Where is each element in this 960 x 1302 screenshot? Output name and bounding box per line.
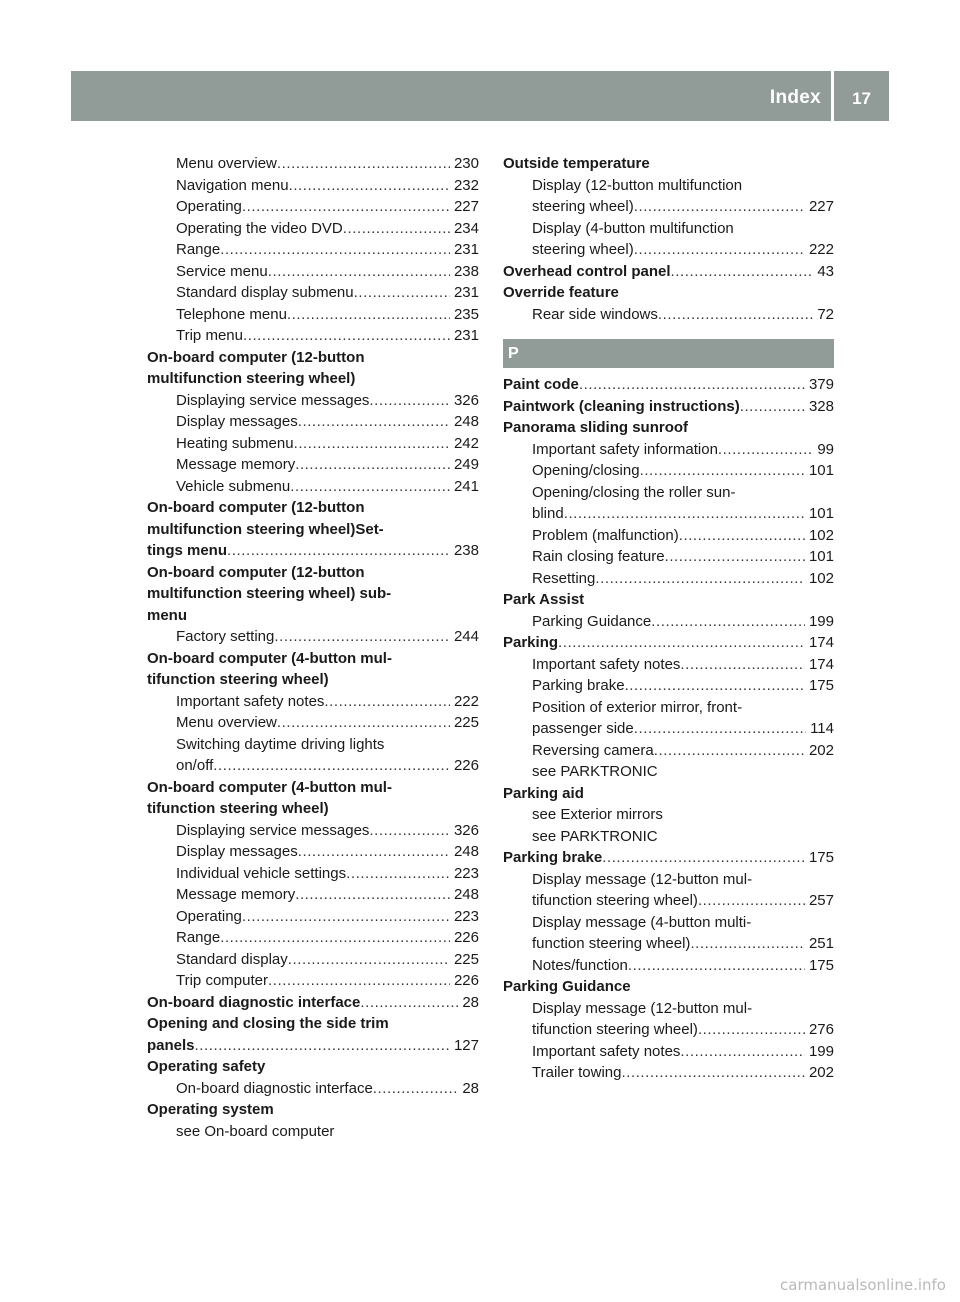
dot-leader <box>634 239 805 261</box>
entry-text: On-board computer (12-button <box>147 348 365 366</box>
index-subentry <box>147 218 479 240</box>
entry-text: Parking Guidance <box>532 612 652 630</box>
entry-text: tifunction steering wheel) <box>147 671 329 688</box>
entry-text: Overhead control panel <box>503 262 671 280</box>
index-subentry <box>503 912 834 934</box>
index-subentry <box>147 325 479 347</box>
entry-text: Parking brake <box>503 849 603 866</box>
index-entry <box>503 589 834 611</box>
page-reference: 222 <box>453 692 479 710</box>
entry-text: Heating submenu <box>176 434 294 452</box>
dot-leader <box>220 239 450 261</box>
section-letter-bar: P <box>503 339 834 368</box>
entry-text: Displaying service messages <box>176 821 370 839</box>
dot-leader <box>346 863 450 885</box>
dot-leader <box>658 304 813 326</box>
entry-text: Trailer towing <box>532 1064 622 1081</box>
page-reference: 248 <box>453 886 479 903</box>
index-subentry <box>503 675 834 697</box>
entry-text: On-board computer (4-button mul- <box>147 778 392 796</box>
dot-leader <box>324 691 450 713</box>
page-reference: 174 <box>808 634 834 651</box>
dot-leader <box>354 282 450 304</box>
dot-leader <box>679 525 805 547</box>
index-entry <box>147 368 479 390</box>
dot-leader <box>602 847 805 869</box>
index-subentry <box>147 261 479 283</box>
dot-leader <box>718 439 813 461</box>
entry-text: Display message (4-button multi- <box>532 913 752 931</box>
index-entry <box>503 153 834 175</box>
page-reference: 379 <box>808 376 834 393</box>
entry-text: Service menu <box>176 262 268 280</box>
entry-text: see Exterior mirrors <box>532 806 663 823</box>
index-subentry <box>147 949 479 971</box>
index-entry <box>147 497 479 519</box>
index-subentry <box>503 439 834 461</box>
page-reference: 101 <box>808 548 834 565</box>
page-reference: 202 <box>808 741 834 759</box>
index-entry <box>147 669 479 691</box>
page-reference: 199 <box>808 1042 834 1060</box>
index-subentry <box>503 546 834 568</box>
entry-text: blind <box>532 505 564 522</box>
entry-text: On-board diagnostic interface <box>147 993 361 1011</box>
index-subentry <box>147 820 479 842</box>
dot-leader <box>277 153 450 175</box>
entry-text: Display messages <box>176 413 298 430</box>
dot-leader <box>698 1019 805 1041</box>
entry-text: see On-board computer <box>176 1122 335 1140</box>
index-entry <box>147 1099 479 1121</box>
entry-text: Message memory <box>176 886 296 903</box>
index-subentry <box>147 884 479 906</box>
index-column-right <box>503 153 834 1084</box>
entry-text: Parking Guidance <box>503 978 631 995</box>
page-reference: 241 <box>453 477 479 495</box>
dot-leader <box>654 740 805 762</box>
index-subentry <box>503 1019 834 1041</box>
page-reference: 223 <box>453 907 479 925</box>
dot-leader <box>698 890 805 912</box>
index-entry <box>147 605 479 627</box>
index-subentry <box>147 433 479 455</box>
entry-text: Switching daytime driving lights <box>176 735 385 753</box>
page-reference: 175 <box>808 849 834 866</box>
entry-text: see PARKTRONIC <box>532 763 658 780</box>
page-reference: 328 <box>808 397 834 415</box>
dot-leader <box>227 540 450 562</box>
entry-text: On-board computer (4-button mul- <box>147 649 392 667</box>
entry-text: Menu overview <box>176 714 277 731</box>
entry-text: tings menu <box>147 542 228 559</box>
page-reference: 249 <box>453 456 479 473</box>
dot-leader <box>343 218 450 240</box>
index-subentry <box>503 568 834 590</box>
page-reference: 231 <box>453 327 479 344</box>
index-subentry <box>147 282 479 304</box>
index-entry <box>147 1056 479 1078</box>
entry-text: Display (4-button multifunction <box>532 219 734 237</box>
dot-leader <box>243 325 450 347</box>
page-reference: 226 <box>453 972 479 989</box>
entry-text: Navigation menu <box>176 176 289 194</box>
index-subentry <box>147 454 479 476</box>
dot-leader <box>287 304 450 326</box>
page-reference: 232 <box>453 176 479 194</box>
index-subentry <box>147 927 479 949</box>
entry-text: tifunction steering wheel) <box>532 892 698 909</box>
dot-leader <box>220 927 450 949</box>
header-divider <box>831 71 834 121</box>
index-entry <box>503 374 834 396</box>
dot-leader <box>680 654 805 676</box>
dot-leader <box>369 390 450 412</box>
page-reference: 235 <box>453 305 479 323</box>
entry-text: On-board computer (12-button <box>147 563 365 581</box>
entry-text: Standard display <box>176 950 288 968</box>
entry-text: Parking brake <box>532 677 625 694</box>
index-subentry <box>147 626 479 648</box>
entry-text: steering wheel) <box>532 241 634 258</box>
dot-leader <box>288 949 450 971</box>
index-subentry <box>147 476 479 498</box>
dot-leader <box>360 992 458 1014</box>
dot-leader <box>564 503 805 525</box>
index-entry <box>147 347 479 369</box>
dot-leader <box>640 460 805 482</box>
index-entry <box>503 396 834 418</box>
watermark: carmanualsonline.info <box>780 1276 946 1294</box>
dot-leader <box>671 261 814 283</box>
page-reference: 231 <box>453 241 479 258</box>
index-subentry <box>503 1041 834 1063</box>
entry-text: Important safety notes <box>532 1042 681 1060</box>
index-column-left <box>147 153 479 1142</box>
entry-text: panels <box>147 1036 195 1054</box>
dot-leader <box>195 1035 450 1057</box>
page-reference: 227 <box>808 198 834 215</box>
dot-leader <box>298 411 450 433</box>
entry-text: Trip menu <box>176 327 243 344</box>
page-reference: 222 <box>808 241 834 258</box>
entry-text: menu <box>147 606 188 624</box>
dot-leader <box>274 626 450 648</box>
entry-text: Parking aid <box>503 784 584 802</box>
index-entry <box>503 417 834 439</box>
entry-text: Displaying service messages <box>176 391 370 409</box>
index-subentry <box>147 153 479 175</box>
entry-text: Operating system <box>147 1101 274 1118</box>
index-subentry <box>503 869 834 891</box>
page-reference: 174 <box>808 655 834 673</box>
dot-leader <box>268 970 450 992</box>
dot-leader <box>634 196 805 218</box>
index-subentry <box>503 503 834 525</box>
page-reference: 175 <box>808 956 834 974</box>
page-reference: 230 <box>453 155 479 172</box>
dot-leader <box>558 632 805 654</box>
index-entry <box>147 583 479 605</box>
entry-text: Operating safety <box>147 1058 266 1075</box>
entry-text: on/off <box>176 757 214 774</box>
entry-text: Display (12-button multifunction <box>532 176 743 194</box>
index-entry <box>147 519 479 541</box>
index-entry <box>147 540 479 562</box>
dot-leader <box>621 1062 804 1084</box>
index-subentry <box>147 1121 479 1143</box>
index-subentry <box>147 390 479 412</box>
dot-leader <box>268 261 450 283</box>
index-subentry <box>503 218 834 240</box>
index-subentry <box>147 239 479 261</box>
page-reference: 101 <box>808 462 834 479</box>
dot-leader <box>634 718 806 740</box>
index-entry <box>147 992 479 1014</box>
index-subentry <box>503 611 834 633</box>
index-entry <box>503 632 834 654</box>
index-subentry <box>147 734 479 756</box>
page-reference: 242 <box>453 434 479 452</box>
dot-leader <box>680 1041 805 1063</box>
entry-text: Individual vehicle settings <box>176 864 347 882</box>
index-subentry <box>503 826 834 848</box>
page-reference: 28 <box>462 1079 479 1097</box>
entry-text: Opening/closing <box>532 462 640 479</box>
index-subentry <box>503 525 834 547</box>
entry-text: multifunction steering wheel) <box>147 370 356 387</box>
dot-leader <box>579 374 805 396</box>
index-subentry <box>503 654 834 676</box>
index-subentry <box>147 755 479 777</box>
index-subentry <box>147 196 479 218</box>
entry-text: Operating the video DVD <box>176 219 343 237</box>
entry-text: steering wheel) <box>532 198 634 215</box>
entry-text: Panorama sliding sunroof <box>503 419 689 436</box>
page-reference: 257 <box>808 892 834 909</box>
dot-leader <box>595 568 805 590</box>
index-group-o <box>503 153 834 325</box>
index-group-p <box>503 374 834 1084</box>
page-reference: 72 <box>817 305 834 323</box>
entry-text: passenger side <box>532 720 634 737</box>
page-reference: 28 <box>462 993 479 1011</box>
page-reference: 251 <box>808 935 834 952</box>
entry-text: Parking <box>503 634 559 651</box>
dot-leader <box>625 675 805 697</box>
index-subentry <box>147 691 479 713</box>
dot-leader <box>295 884 450 906</box>
index-entry <box>147 648 479 670</box>
index-subentry <box>503 460 834 482</box>
page-reference: 102 <box>808 526 834 544</box>
index-subentry <box>503 761 834 783</box>
dot-leader <box>298 841 450 863</box>
page-reference: 202 <box>808 1064 834 1081</box>
index-entry <box>503 847 834 869</box>
page-reference: 231 <box>453 284 479 301</box>
index-subentry <box>147 175 479 197</box>
entry-text: multifunction steering wheel)Set- <box>147 520 384 538</box>
page-header <box>71 71 889 121</box>
dot-leader <box>690 933 805 955</box>
entry-text: Range <box>176 241 221 258</box>
entry-text: Factory setting <box>176 628 275 645</box>
entry-text: multifunction steering wheel) sub- <box>147 585 392 602</box>
entry-text: Trip computer <box>176 972 268 989</box>
entry-text: tifunction steering wheel) <box>147 800 329 817</box>
entry-text: Reversing camera <box>532 741 654 759</box>
entry-text: Display messages <box>176 843 298 860</box>
dot-leader <box>665 546 805 568</box>
page-reference: 223 <box>453 864 479 882</box>
index-subentry <box>503 740 834 762</box>
index-subentry <box>503 175 834 197</box>
dot-leader <box>628 955 805 977</box>
entry-text: Paint code <box>503 376 579 393</box>
entry-text: Notes/function <box>532 956 628 974</box>
entry-text: Opening/closing the roller sun- <box>532 483 736 501</box>
entry-text: see PARKTRONIC <box>532 827 658 845</box>
dot-leader <box>295 454 450 476</box>
index-entry <box>503 282 834 304</box>
index-entry <box>503 976 834 998</box>
index-subentry <box>503 482 834 504</box>
entry-text: Opening and closing the side trim <box>147 1015 389 1032</box>
entry-text: Display message (12-button mul- <box>532 870 753 888</box>
dot-leader <box>242 196 450 218</box>
entry-text: Operating <box>176 198 242 215</box>
index-entry <box>147 777 479 799</box>
index-entry <box>503 261 834 283</box>
page-reference: 227 <box>453 198 479 215</box>
entry-text: Resetting <box>532 569 596 587</box>
index-entry <box>147 1013 479 1035</box>
page-reference: 326 <box>453 391 479 409</box>
entry-text: Override feature <box>503 284 619 301</box>
page-reference: 225 <box>453 714 479 731</box>
index-subentry <box>503 890 834 912</box>
page-reference: 101 <box>808 505 834 522</box>
page-reference: 199 <box>808 612 834 630</box>
dot-leader <box>369 820 450 842</box>
index-subentry <box>503 998 834 1020</box>
entry-text: Outside temperature <box>503 155 650 172</box>
page-reference: 234 <box>453 219 479 237</box>
entry-text: Display message (12-button mul- <box>532 999 753 1017</box>
index-subentry <box>503 1062 834 1084</box>
page-reference: 226 <box>453 929 479 946</box>
index-subentry <box>503 697 834 719</box>
index-subentry <box>147 712 479 734</box>
index-subentry <box>147 411 479 433</box>
index-subentry <box>147 863 479 885</box>
dot-leader <box>651 611 805 633</box>
dot-leader <box>277 712 450 734</box>
index-entry <box>147 562 479 584</box>
entry-text: Menu overview <box>176 155 277 172</box>
index-subentry <box>147 906 479 928</box>
page-reference: 226 <box>453 757 479 774</box>
index-subentry <box>147 304 479 326</box>
index-entry <box>503 783 834 805</box>
page-reference: 238 <box>453 542 479 559</box>
index-subentry <box>147 970 479 992</box>
page-reference: 102 <box>808 569 834 587</box>
entry-text: Telephone menu <box>176 305 287 323</box>
entry-text: Important safety notes <box>532 655 681 673</box>
page-reference: 225 <box>453 950 479 968</box>
page-reference: 326 <box>453 821 479 839</box>
entry-text: Problem (malfunction) <box>532 526 679 544</box>
entry-text: Park Assist <box>503 591 585 608</box>
page-number: 17 <box>852 89 871 108</box>
entry-text: Standard display submenu <box>176 284 354 301</box>
entry-text: On-board computer (12-button <box>147 499 365 516</box>
index-subentry <box>503 933 834 955</box>
index-subentry <box>503 955 834 977</box>
entry-text: function steering wheel) <box>532 935 691 952</box>
section-title: Index <box>769 87 821 108</box>
dot-leader <box>294 433 450 455</box>
index-entry <box>147 1035 479 1057</box>
index-subentry <box>503 718 834 740</box>
entry-text: Vehicle submenu <box>176 477 291 495</box>
page-reference: 244 <box>453 628 479 645</box>
dot-leader <box>290 476 450 498</box>
index-entry <box>147 798 479 820</box>
page-reference: 127 <box>453 1036 479 1054</box>
index-subentry <box>147 1078 479 1100</box>
dot-leader <box>289 175 450 197</box>
entry-text: tifunction steering wheel) <box>532 1021 698 1038</box>
page-reference: 175 <box>808 677 834 694</box>
entry-text: Operating <box>176 907 242 925</box>
index-subentry <box>503 304 834 326</box>
dot-leader <box>740 396 805 418</box>
dot-leader <box>373 1078 459 1100</box>
page-reference: 238 <box>453 262 479 280</box>
page-reference: 248 <box>453 843 479 860</box>
dot-leader <box>242 906 450 928</box>
index-subentry <box>147 841 479 863</box>
page-reference: 99 <box>817 440 834 458</box>
entry-text: Important safety notes <box>176 692 325 710</box>
entry-text: Range <box>176 929 221 946</box>
entry-text: Rain closing feature <box>532 548 665 565</box>
entry-text: Position of exterior mirror, front- <box>532 698 743 716</box>
entry-text: Important safety information <box>532 440 718 458</box>
index-subentry <box>503 196 834 218</box>
entry-text: Message memory <box>176 456 296 473</box>
entry-text: Rear side windows <box>532 305 658 323</box>
entry-text: On-board diagnostic interface <box>176 1079 373 1097</box>
index-subentry <box>503 239 834 261</box>
page-reference: 114 <box>810 720 834 737</box>
dot-leader <box>213 755 450 777</box>
index-subentry <box>503 804 834 826</box>
page-reference: 43 <box>817 262 834 280</box>
page-reference: 276 <box>808 1021 834 1038</box>
page-reference: 248 <box>453 413 479 430</box>
entry-text: Paintwork (cleaning instructions) <box>503 397 740 415</box>
